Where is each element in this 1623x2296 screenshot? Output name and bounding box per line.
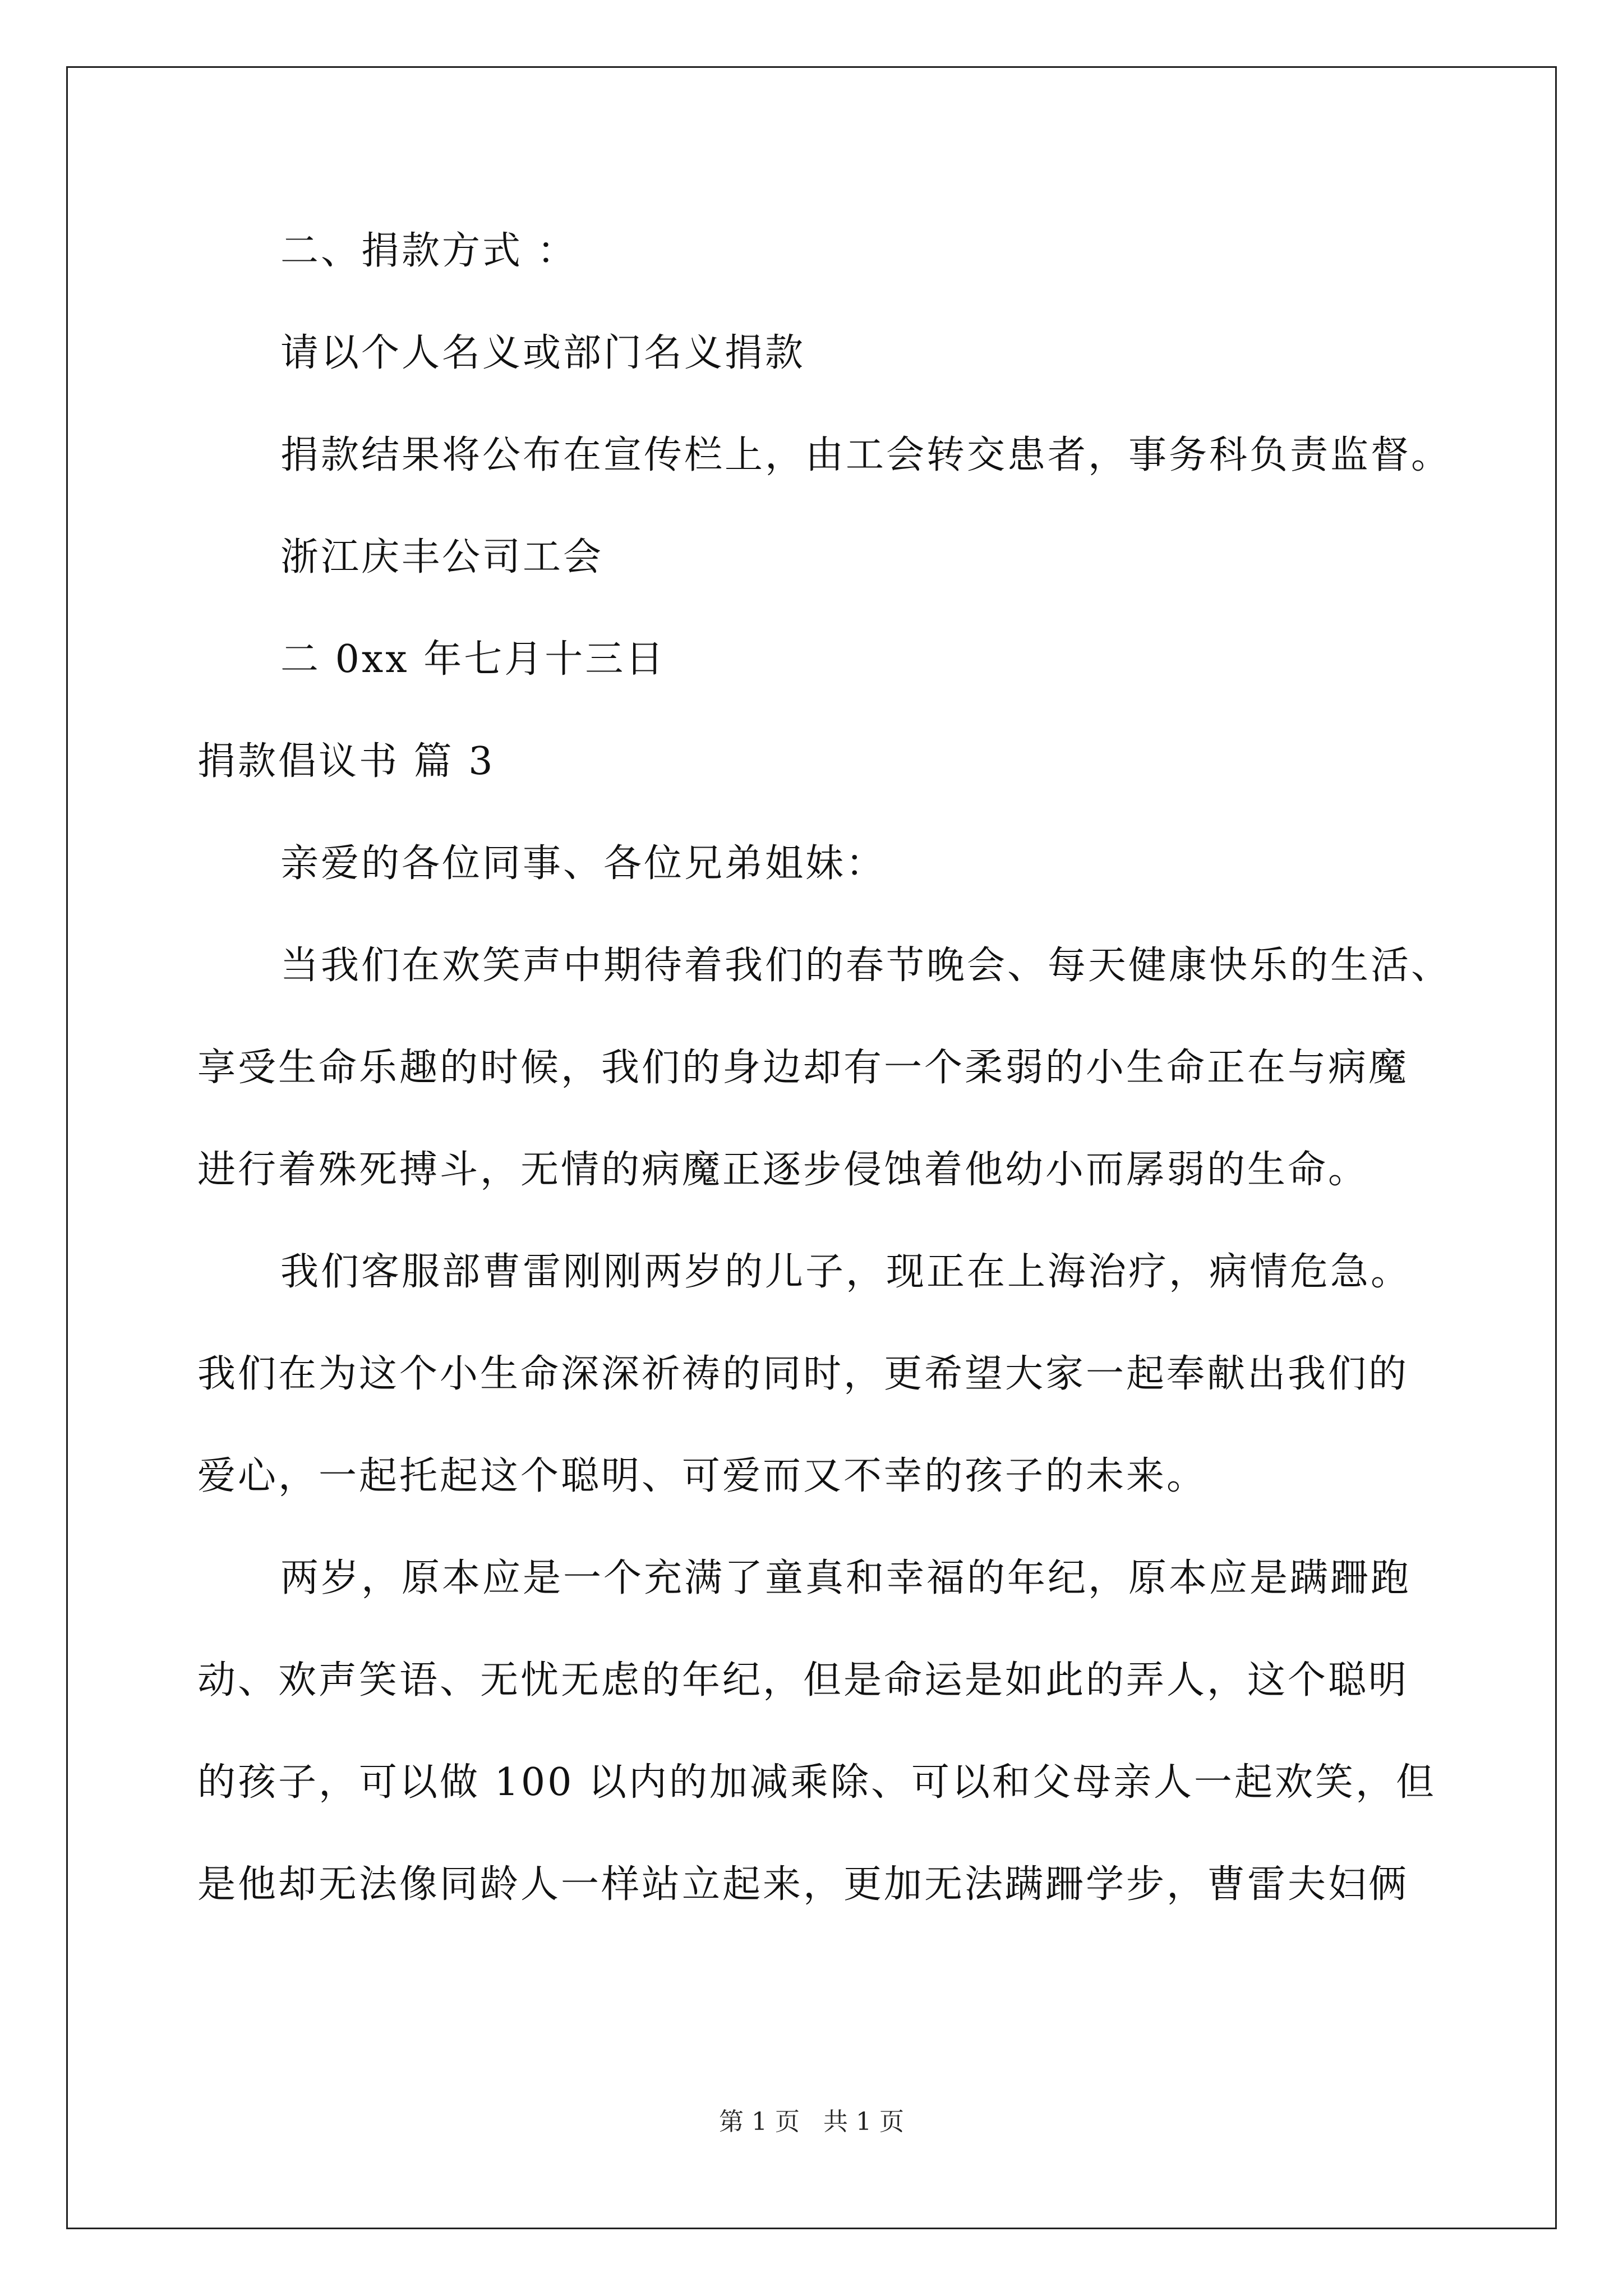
salutation: 亲爱的各位同事、各位兄弟姐妹： [280, 841, 887, 886]
paragraph-line: 两岁，原本应是一个充满了童真和幸福的年纪，原本应是蹒跚跑 [280, 1556, 1412, 1600]
paragraph-line: 进行着殊死搏斗，无情的病魔正逐步侵蚀着他幼小而孱弱的生命。 [197, 1148, 1369, 1192]
paragraph-line: 是他却无法像同龄人一样站立起来，更加无法蹒跚学步，曹雷夫妇俩 [197, 1862, 1409, 1907]
signature-date: 二 0xx 年七月十三日 [280, 637, 666, 682]
page-number-current: 第 1 页 [719, 2108, 800, 2136]
section-heading-donation-method: 二、捐款方式 ： [280, 229, 578, 273]
paragraph-line: 享受生命乐趣的时候，我们的身边却有一个柔弱的小生命正在与病魔 [197, 1046, 1409, 1090]
page-footer [0, 2106, 1623, 2138]
paragraph-line: 我们客服部曹雷刚刚两岁的儿子，现正在上海治疗，病情危急。 [280, 1250, 1412, 1294]
section-title: 捐款倡议书 篇 3 [197, 739, 495, 784]
paragraph-line: 我们在为这个小生命深深祈祷的同时，更希望大家一起奉献出我们的 [197, 1352, 1409, 1396]
signature-organization: 浙江庆丰公司工会 [280, 535, 604, 579]
paragraph-line: 爱心，一起托起这个聪明、可爱而又不幸的孩子的未来。 [197, 1454, 1207, 1498]
paragraph-line: 的孩子，可以做 100 以内的加减乘除、可以和父母亲人一起欢笑，但 [197, 1760, 1437, 1805]
paragraph-line: 动、欢声笑语、无忧无虑的年纪，但是命运是如此的弄人，这个聪明 [197, 1658, 1409, 1703]
paragraph-line: 捐款结果将公布在宣传栏上，由工会转交患者，事务科负责监督。 [280, 433, 1452, 477]
paragraph-line: 请以个人名义或部门名义捐款 [280, 331, 806, 375]
paragraph-line: 当我们在欢笑声中期待着我们的春节晚会、每天健康快乐的生活、 [280, 944, 1452, 988]
page-number-total: 共 1 页 [823, 2108, 904, 2136]
